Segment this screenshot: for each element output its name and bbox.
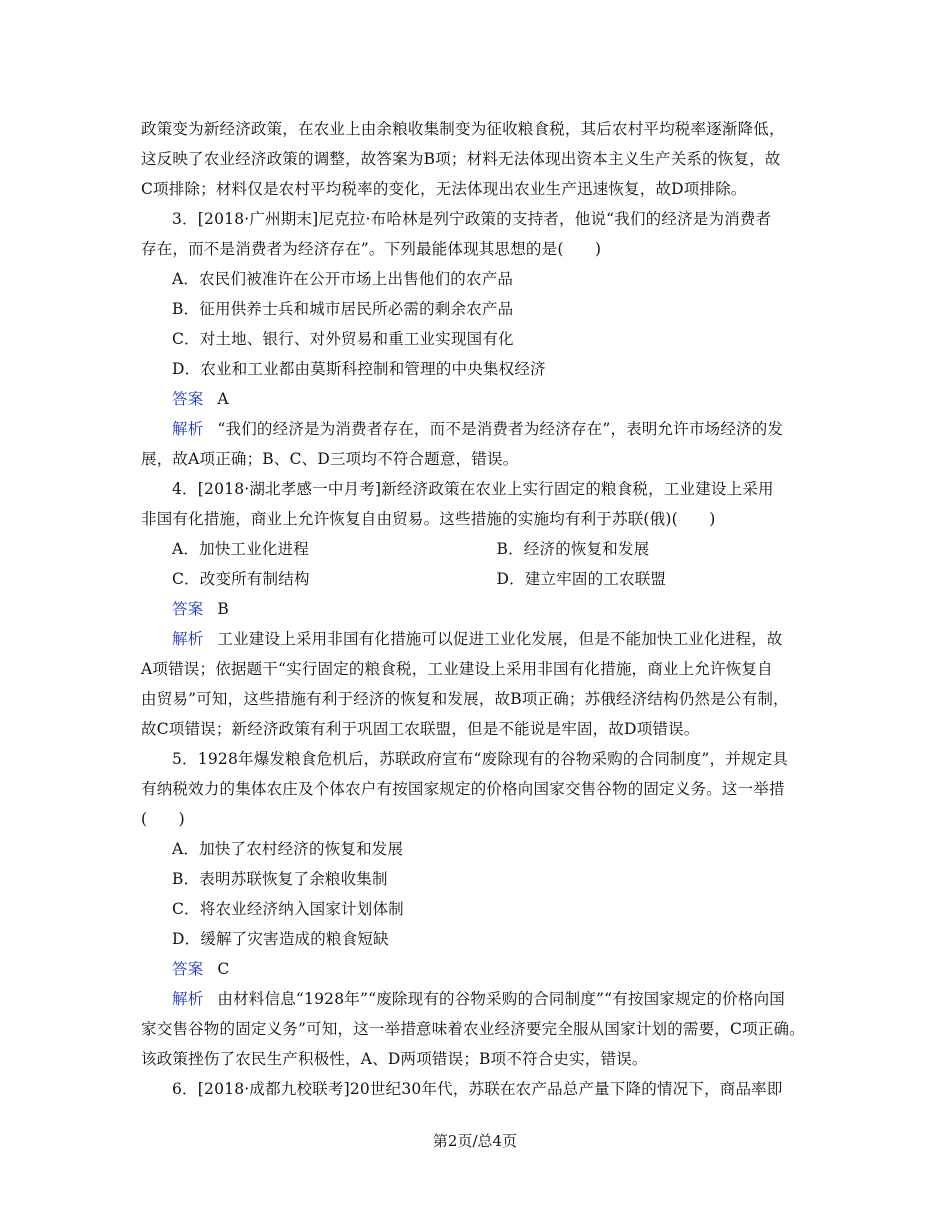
- question-5-option-b: B．表明苏联恢复了余粮收集制: [172, 870, 388, 888]
- question-4-answer: [141, 594, 821, 624]
- text-line: 政策变为新经济政策，在农业上由余粮收集制变为征收粮食税，其后农村平均税率逐渐降低，: [141, 120, 785, 138]
- answer-label: 答案: [172, 600, 204, 618]
- analysis-label: 解析: [172, 990, 204, 1008]
- question-6-stem: 6．[2018·成都九校联考]20世纪30年代，苏联在农产品总产量下降的情况下，商品率即: [172, 1080, 783, 1098]
- question-5-answer: [141, 954, 821, 984]
- analysis-text: 由材料信息“1928年”“废除现有的谷物采购的合同制度”“有按国家规定的价格向国: [217, 990, 785, 1008]
- question-5-analysis: [141, 984, 821, 1014]
- answer-label: 答案: [172, 960, 204, 978]
- question-5-stem: 5．1928年爆发粮食危机后，苏联政府宣布“废除现有的谷物采购的合同制度”，并规定具: [172, 750, 789, 768]
- question-4-stem: 4．[2018·湖北孝感一中月考]新经济政策在农业上实行固定的粮食税，工业建设上采用: [172, 480, 774, 498]
- question-5-analysis-cont: 家交售谷物的固定义务”可知，这一举措意味着农业经济要完全服从国家计划的需要，C项正确。: [141, 1020, 805, 1038]
- question-5-analysis-cont: 该政策挫伤了农民生产积极性，A、D两项错误；B项不符合史实，错误。: [141, 1050, 648, 1068]
- question-3-analysis: [141, 414, 821, 444]
- analysis-text: “我们的经济是为消费者存在，而不是消费者为经济存在”，表明允许市场经济的发: [217, 420, 784, 438]
- question-5-stem-cont: 有纳税效力的集体农庄及个体农户有按国家规定的价格向国家交售谷物的固定义务。这一举措: [141, 780, 785, 798]
- text-line: C项排除；材料仅是农村平均税率的变化，无法体现出农业生产迅速恢复，故D项排除。: [141, 180, 747, 198]
- question-4-analysis-cont: 故C项错误；新经济政策有利于巩固工农联盟，但是不能说是牢固，故D项错误。: [141, 720, 700, 738]
- question-4-stem-cont: 非国有化措施，商业上允许恢复自由贸易。这些措施的实施均有利于苏联(俄)( ): [141, 510, 716, 528]
- answer-label: 答案: [172, 390, 204, 408]
- question-3-option-d: D．农业和工业都由莫斯科控制和管理的中央集权经济: [172, 360, 546, 378]
- text-line: 这反映了农业经济政策的调整，故答案为B项；材料无法体现出资本主义生产关系的恢复，故: [141, 150, 781, 168]
- question-5-option-a: A．加快了农村经济的恢复和发展: [172, 840, 404, 858]
- question-4-options-row-2: [141, 564, 821, 594]
- page-content: [141, 114, 821, 1104]
- question-4-analysis-cont: A项错误；依据题干“实行固定的粮食税，工业建设上采用非国有化措施，商业上允许恢复自: [141, 660, 773, 678]
- question-3-option-a: A．农民们被准许在公开市场上出售他们的农产品: [172, 270, 514, 288]
- question-5-option-c: C．将农业经济纳入国家计划体制: [172, 900, 404, 918]
- analysis-label: 解析: [172, 630, 204, 648]
- answer-value: B: [217, 600, 229, 618]
- answer-value: C: [217, 960, 230, 978]
- question-3-stem-cont: 存在，而不是消费者为经济存在”。下列最能体现其思想的是( ): [141, 240, 602, 258]
- analysis-text: 工业建设上采用非国有化措施可以促进工业化发展，但是不能加快工业化进程，故: [217, 630, 783, 648]
- analysis-label: 解析: [172, 420, 204, 438]
- answer-value: A: [217, 390, 229, 408]
- page-footer: 第2页/总4页: [432, 1132, 518, 1150]
- question-4-option-d: D．建立牢固的工农联盟: [496, 570, 667, 588]
- question-3-analysis-cont: 展，故A项正确；B、C、D三项均不符合题意，错误。: [141, 450, 519, 468]
- question-5-stem-cont: ( ): [141, 810, 185, 828]
- question-3-option-c: C．对土地、银行、对外贸易和重工业实现国有化: [172, 330, 514, 348]
- question-5-option-d: D．缓解了灾害造成的粮食短缺: [172, 930, 389, 948]
- question-3-answer: [141, 384, 821, 414]
- question-4-option-a: A．加快工业化进程: [172, 540, 309, 558]
- question-3-stem: 3．[2018·广州期末]尼克拉·布哈林是列宁政策的支持者，他说“我们的经济是为消费者: [172, 210, 772, 228]
- question-4-analysis-cont: 由贸易”可知，这些措施有利于经济的恢复和发展，故B项正确；苏俄经济结构仍然是公有制，: [141, 690, 789, 708]
- question-4-analysis: [141, 624, 821, 654]
- question-3-option-b: B．征用供养士兵和城市居民所必需的剩余农产品: [172, 300, 514, 318]
- question-4-options-row-1: [141, 534, 821, 564]
- question-4-option-c: C．改变所有制结构: [172, 570, 310, 588]
- question-4-option-b: B．经济的恢复和发展: [496, 540, 650, 558]
